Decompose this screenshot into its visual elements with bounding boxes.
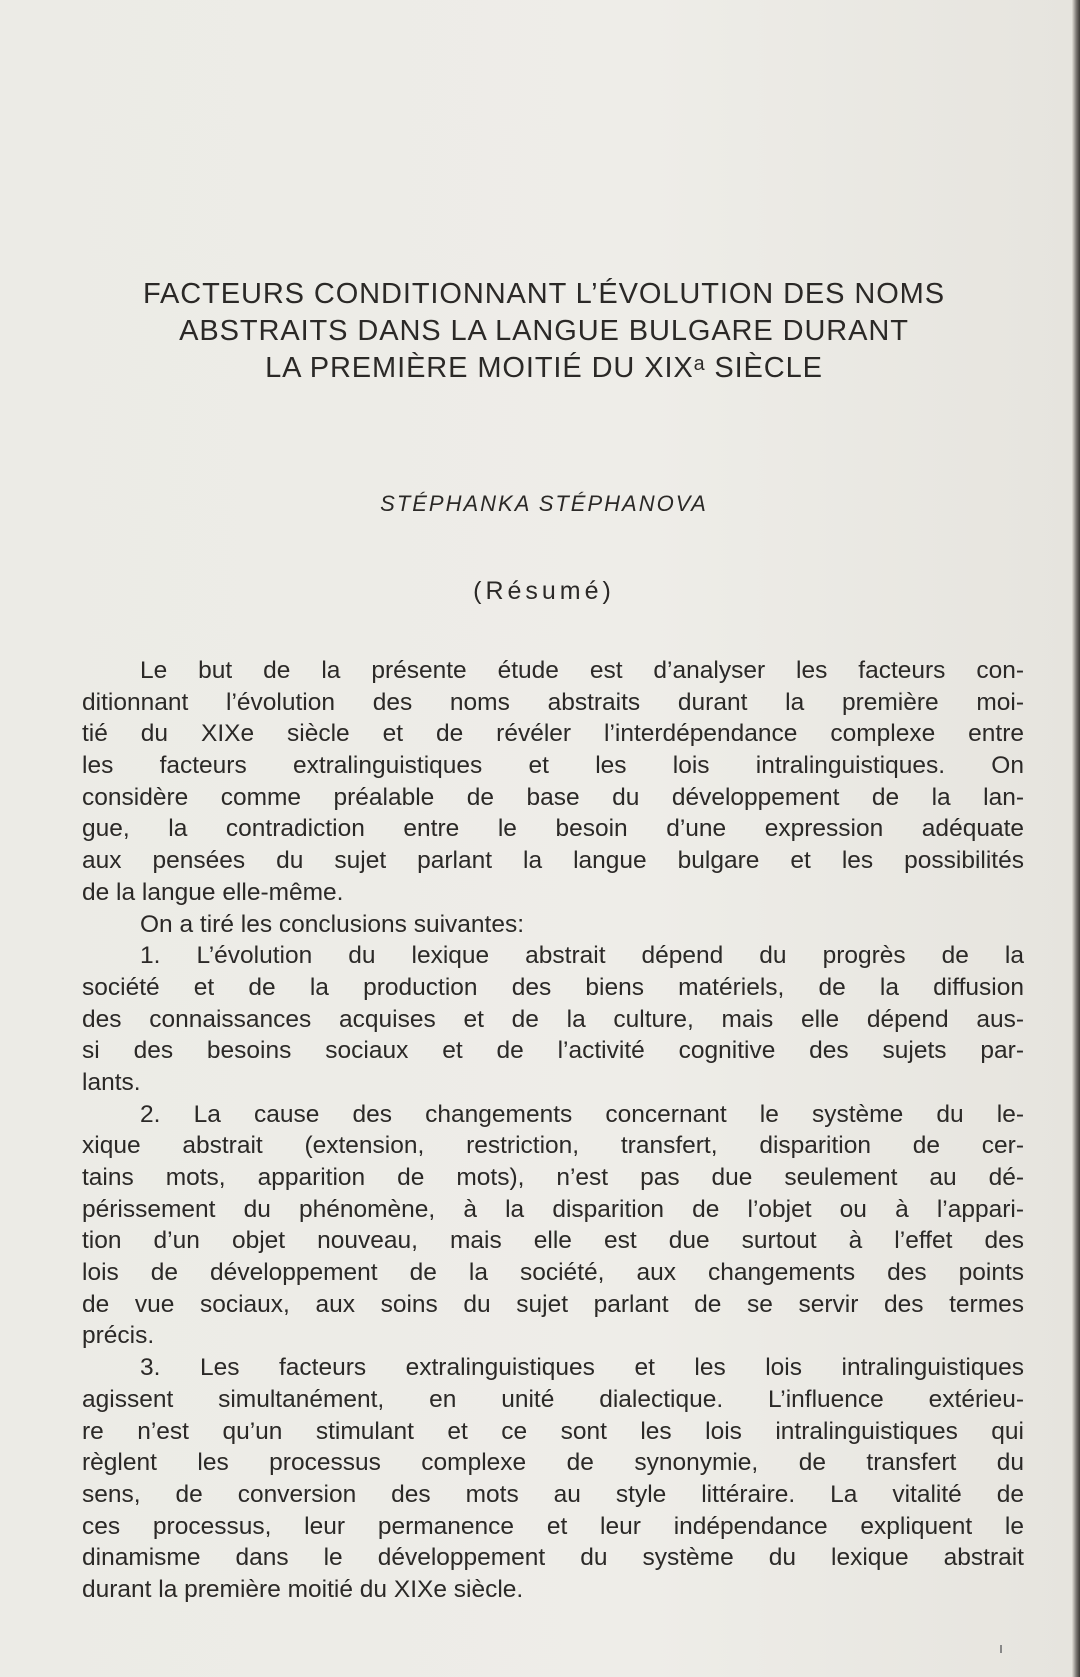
article-body [82,655,1024,1606]
body-line: durant la première moitié du XIXe siècle. [82,1575,524,1603]
body-line: de la langue elle-même. [82,878,344,906]
title-line-1: FACTEURS CONDITIONNANT L’ÉVOLUTION DES NOMS [143,278,945,310]
title-line-2: ABSTRAITS DANS LA LANGUE BULGARE DURANT [179,315,909,347]
body-line: On a tiré les conclusions suivantes: [140,910,525,938]
page-edge-shadow [1072,0,1080,1677]
author-name: STÉPHANKA STÉPHANOVA [380,491,708,516]
body-line: lants. [82,1068,141,1096]
body-line: xique abstrait (extension, restriction, transfert, disparition de cer- [82,1132,1024,1160]
print-mark [1000,1645,1002,1653]
body-line: ces processus, leur permanence et leur indépendance expliquent le [82,1512,1024,1540]
body-line: Le but de la présente étude est d’analyser les facteurs con- [140,657,1024,684]
body-line: tion d’un objet nouveau, mais elle est due surtout à l’effet des [82,1227,1024,1255]
body-line: tié du XIXe siècle et de révéler l’interdépendance complexe entre [82,720,1024,748]
body-line: 1. L’évolution du lexique abstrait dépend du progrès de la [140,942,1024,970]
body-line: gue, la contradiction entre le besoin d’une expression adéquate [82,815,1024,843]
title-line-3: LA PREMIÈRE MOITIÉ DU XIXᵃ SIÈCLE [265,352,823,384]
body-line: 3. Les facteurs extralinguistiques et les lois intralinguistiques [140,1354,1024,1382]
body-line: précis. [82,1322,155,1350]
body-line: société et de la production des biens matériels, de la diffusion [82,973,1024,1001]
article-title [60,276,1028,387]
body-line: de vue sociaux, aux soins du sujet parlant de se servir des termes [82,1290,1024,1318]
body-line: règlent les processus complexe de synonymie, de transfert du [82,1449,1024,1477]
body-line: des connaissances acquises et de la culture, mais elle dépend aus- [82,1005,1024,1033]
body-line: tains mots, apparition de mots), n’est pas due seulement au dé- [82,1164,1024,1191]
body-line: re n’est qu’un stimulant et ce sont les lois intralinguistiques qui [82,1417,1024,1445]
body-line: sens, de conversion des mots au style littéraire. La vitalité de [82,1480,1024,1508]
body-line: périssement du phénomène, à la disparition de l’objet ou à l’appari- [82,1195,1024,1223]
body-line: considère comme préalable de base du développement de la lan- [82,783,1024,811]
subtitle-resume: (Résumé) [473,577,615,605]
body-line: dinamisme dans le développement du système du lexique abstrait [82,1544,1024,1572]
body-line: agissent simultanément, en unité dialectique. L’influence extérieu- [82,1385,1024,1413]
body-line: les facteurs extralinguistiques et les lois intralinguistiques. On [82,752,1024,780]
body-line: 2. La cause des changements concernant le système du le- [140,1100,1024,1128]
body-line: ditionnant l’évolution des noms abstraits durant la première moi- [82,688,1024,716]
body-line: si des besoins sociaux et de l’activité cognitive des sujets par- [82,1037,1024,1065]
body-line: lois de développement de la société, aux changements des points [82,1259,1024,1287]
body-line: aux pensées du sujet parlant la langue bulgare et les possibilités [82,847,1024,875]
